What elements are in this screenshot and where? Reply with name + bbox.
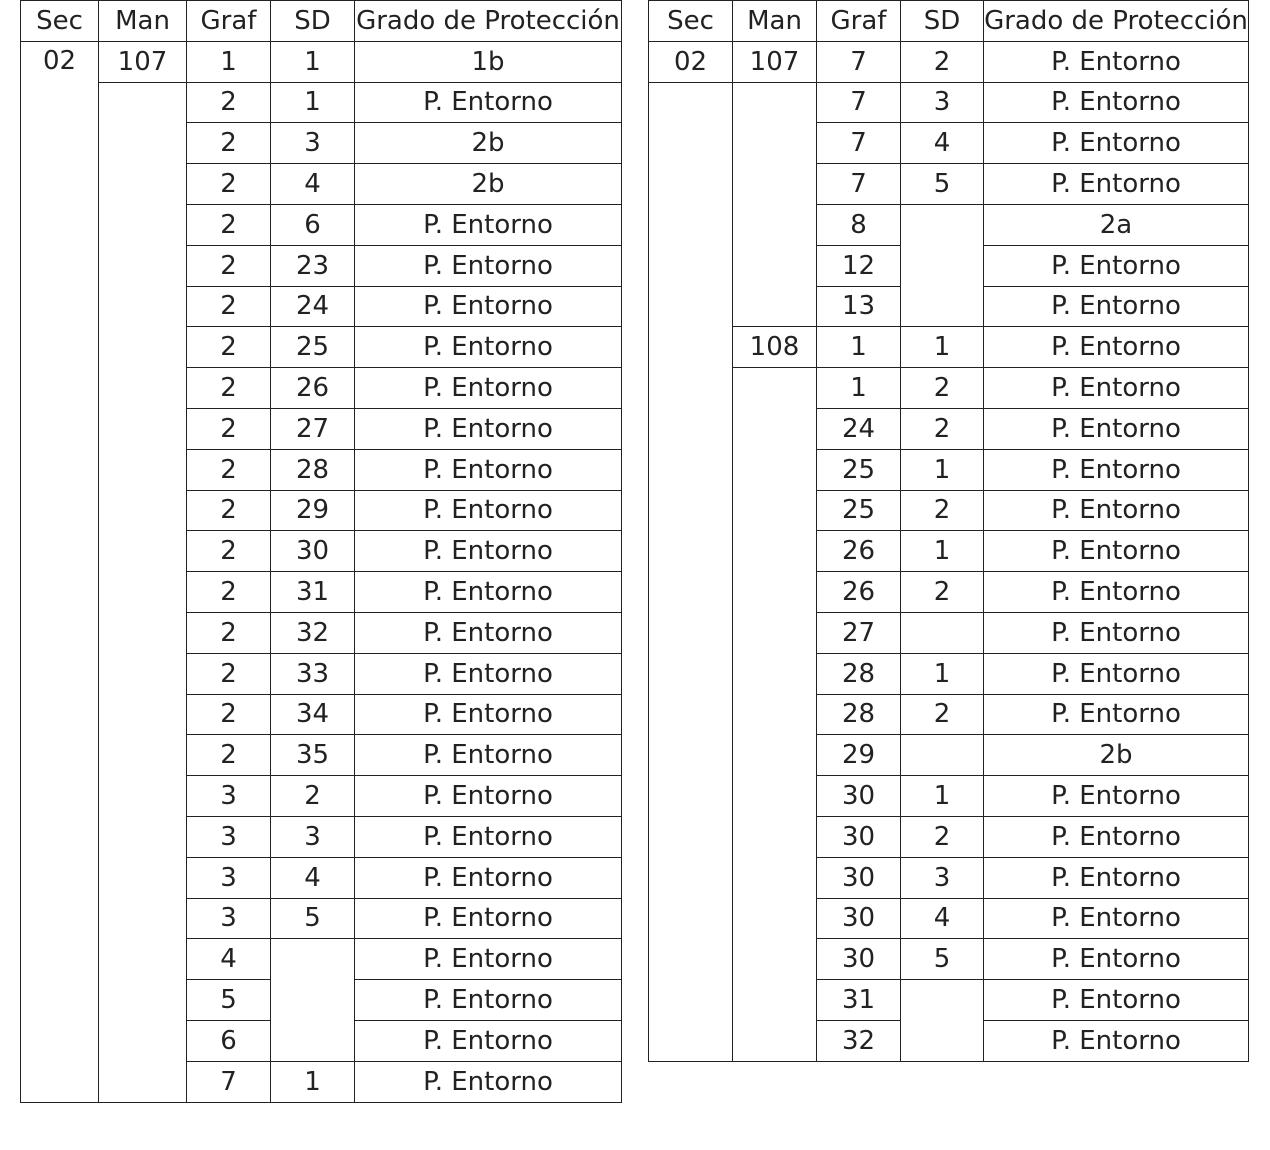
man-cell: 107 <box>99 41 187 82</box>
graf-cell: 1 <box>817 368 901 409</box>
sd-cell: 3 <box>901 857 984 898</box>
table-row <box>649 368 1249 409</box>
sd-cell: 24 <box>271 286 355 327</box>
header-sd: SD <box>271 1 355 42</box>
header-row <box>649 1 1249 42</box>
grado-cell: P. Entorno <box>355 980 622 1021</box>
header-graf: Graf <box>187 1 271 42</box>
graf-cell: 12 <box>817 245 901 286</box>
grado-cell: P. Entorno <box>355 776 622 817</box>
header-man: Man <box>733 1 817 42</box>
graf-cell: 7 <box>817 82 901 123</box>
sd-cell: 2 <box>901 41 984 82</box>
sd-cell: 2 <box>901 816 984 857</box>
sd-cell: 1 <box>271 41 355 82</box>
sd-cell: 1 <box>901 776 984 817</box>
sd-cell: 1 <box>271 82 355 123</box>
graf-cell: 2 <box>187 245 271 286</box>
graf-cell: 2 <box>187 735 271 776</box>
sd-cell <box>901 612 984 653</box>
grado-cell: P. Entorno <box>984 449 1249 490</box>
grado-cell: P. Entorno <box>984 245 1249 286</box>
grado-cell: P. Entorno <box>355 531 622 572</box>
graf-cell: 2 <box>187 531 271 572</box>
graf-cell: 27 <box>817 612 901 653</box>
grado-cell: 2a <box>984 204 1249 245</box>
sd-cell: 5 <box>271 898 355 939</box>
grado-cell: P. Entorno <box>984 776 1249 817</box>
sd-cell: 2 <box>901 408 984 449</box>
header-man: Man <box>99 1 187 42</box>
sd-cell: 4 <box>901 898 984 939</box>
grado-cell: P. Entorno <box>984 857 1249 898</box>
graf-cell: 7 <box>817 123 901 164</box>
header-sec: Sec <box>649 1 733 42</box>
sd-cell: 29 <box>271 490 355 531</box>
grado-cell: P. Entorno <box>355 204 622 245</box>
grado-cell: P. Entorno <box>355 490 622 531</box>
graf-cell: 26 <box>817 531 901 572</box>
graf-cell: 3 <box>187 857 271 898</box>
graf-cell: 2 <box>187 449 271 490</box>
grado-cell: P. Entorno <box>984 653 1249 694</box>
sd-cell: 3 <box>271 123 355 164</box>
header-sd: SD <box>901 1 984 42</box>
sd-cell: 5 <box>901 164 984 205</box>
graf-cell: 2 <box>187 123 271 164</box>
sd-cell: 1 <box>901 449 984 490</box>
man-cell: 108 <box>733 327 817 368</box>
left-protection-table <box>20 0 622 1103</box>
graf-cell: 2 <box>187 164 271 205</box>
table-row <box>649 82 1249 123</box>
man-cell: 107 <box>733 41 817 82</box>
grado-cell: P. Entorno <box>355 327 622 368</box>
graf-cell: 30 <box>817 898 901 939</box>
sd-cell: 1 <box>901 531 984 572</box>
graf-cell: 26 <box>817 572 901 613</box>
grado-cell: P. Entorno <box>984 327 1249 368</box>
graf-cell: 1 <box>187 41 271 82</box>
grado-cell: P. Entorno <box>355 612 622 653</box>
sd-cell: 6 <box>271 204 355 245</box>
sec-cell-blank <box>649 82 733 1061</box>
graf-cell: 30 <box>817 816 901 857</box>
grado-cell: P. Entorno <box>984 82 1249 123</box>
sd-cell: 4 <box>901 123 984 164</box>
sd-cell: 2 <box>901 490 984 531</box>
grado-cell: P. Entorno <box>984 572 1249 613</box>
graf-cell: 7 <box>817 41 901 82</box>
sd-cell <box>901 735 984 776</box>
grado-cell: P. Entorno <box>355 408 622 449</box>
header-graf: Graf <box>817 1 901 42</box>
sd-cell: 34 <box>271 694 355 735</box>
sd-cell: 33 <box>271 653 355 694</box>
header-grado: Grado de Protección <box>355 1 622 42</box>
graf-cell: 2 <box>187 82 271 123</box>
graf-cell: 7 <box>817 164 901 205</box>
grado-cell: 2b <box>355 123 622 164</box>
graf-cell: 31 <box>817 980 901 1021</box>
man-cell-blank <box>733 82 817 327</box>
sd-cell <box>901 980 984 1062</box>
graf-cell: 6 <box>187 1020 271 1061</box>
sd-cell: 2 <box>901 694 984 735</box>
sd-cell: 2 <box>901 368 984 409</box>
header-grado: Grado de Protección <box>984 1 1249 42</box>
graf-cell: 3 <box>187 776 271 817</box>
graf-cell: 30 <box>817 776 901 817</box>
graf-cell: 24 <box>817 408 901 449</box>
graf-cell: 2 <box>187 490 271 531</box>
grado-cell: P. Entorno <box>355 368 622 409</box>
graf-cell: 2 <box>187 612 271 653</box>
sd-cell: 35 <box>271 735 355 776</box>
grado-cell: P. Entorno <box>355 939 622 980</box>
grado-cell: P. Entorno <box>984 1020 1249 1061</box>
sec-cell <box>21 41 99 1102</box>
graf-cell: 29 <box>817 735 901 776</box>
grado-cell: P. Entorno <box>984 898 1249 939</box>
graf-cell: 2 <box>187 286 271 327</box>
header-sec: Sec <box>21 1 99 42</box>
graf-cell: 7 <box>187 1061 271 1102</box>
grado-cell: P. Entorno <box>355 82 622 123</box>
sd-cell: 3 <box>901 82 984 123</box>
graf-cell: 13 <box>817 286 901 327</box>
grado-cell: P. Entorno <box>355 816 622 857</box>
graf-cell: 28 <box>817 653 901 694</box>
grado-cell: P. Entorno <box>984 164 1249 205</box>
graf-cell: 1 <box>817 327 901 368</box>
sec-cell: 02 <box>649 41 733 82</box>
grado-cell: P. Entorno <box>355 1020 622 1061</box>
grado-cell: P. Entorno <box>355 572 622 613</box>
sd-cell: 3 <box>271 816 355 857</box>
sd-cell: 23 <box>271 245 355 286</box>
sd-cell: 30 <box>271 531 355 572</box>
grado-cell: P. Entorno <box>984 286 1249 327</box>
graf-cell: 2 <box>187 408 271 449</box>
sec-cell-value: 02 <box>42 45 77 76</box>
grado-cell: P. Entorno <box>984 612 1249 653</box>
graf-cell: 25 <box>817 449 901 490</box>
grado-cell: 2b <box>355 164 622 205</box>
graf-cell: 30 <box>817 939 901 980</box>
grado-cell: 1b <box>355 41 622 82</box>
grado-cell: P. Entorno <box>984 816 1249 857</box>
grado-cell: P. Entorno <box>355 857 622 898</box>
graf-cell: 2 <box>187 368 271 409</box>
grado-cell: P. Entorno <box>355 1061 622 1102</box>
graf-cell: 2 <box>187 204 271 245</box>
graf-cell: 2 <box>187 694 271 735</box>
graf-cell: 2 <box>187 572 271 613</box>
grado-cell: P. Entorno <box>355 245 622 286</box>
sd-cell <box>901 204 984 326</box>
grado-cell: P. Entorno <box>984 368 1249 409</box>
sd-cell: 1 <box>271 1061 355 1102</box>
sd-cell: 2 <box>271 776 355 817</box>
graf-cell: 30 <box>817 857 901 898</box>
sd-cell: 1 <box>901 653 984 694</box>
man-cell-blank <box>733 368 817 1062</box>
grado-cell: P. Entorno <box>355 653 622 694</box>
table-row <box>649 41 1249 82</box>
sd-cell: 26 <box>271 368 355 409</box>
grado-cell: P. Entorno <box>355 694 622 735</box>
graf-cell: 5 <box>187 980 271 1021</box>
graf-cell: 8 <box>817 204 901 245</box>
graf-cell: 3 <box>187 898 271 939</box>
grado-cell: P. Entorno <box>984 490 1249 531</box>
right-protection-table <box>648 0 1249 1062</box>
graf-cell: 3 <box>187 816 271 857</box>
grado-cell: P. Entorno <box>355 449 622 490</box>
table-row <box>21 82 622 123</box>
graf-cell: 2 <box>187 653 271 694</box>
sd-cell: 27 <box>271 408 355 449</box>
sd-cell: 5 <box>901 939 984 980</box>
grado-cell: P. Entorno <box>984 694 1249 735</box>
sd-cell: 4 <box>271 164 355 205</box>
header-row <box>21 1 622 42</box>
table-row <box>21 41 622 82</box>
sd-cell: 32 <box>271 612 355 653</box>
graf-cell: 32 <box>817 1020 901 1061</box>
grado-cell: 2b <box>984 735 1249 776</box>
sd-cell <box>271 939 355 1061</box>
sd-cell: 25 <box>271 327 355 368</box>
grado-cell: P. Entorno <box>355 286 622 327</box>
sd-cell: 4 <box>271 857 355 898</box>
grado-cell: P. Entorno <box>355 735 622 776</box>
grado-cell: P. Entorno <box>355 898 622 939</box>
table-row <box>649 327 1249 368</box>
graf-cell: 2 <box>187 327 271 368</box>
grado-cell: P. Entorno <box>984 980 1249 1021</box>
sd-cell: 28 <box>271 449 355 490</box>
sd-cell: 1 <box>901 327 984 368</box>
graf-cell: 4 <box>187 939 271 980</box>
man-cell-blank <box>99 82 187 1102</box>
grado-cell: P. Entorno <box>984 41 1249 82</box>
graf-cell: 28 <box>817 694 901 735</box>
sd-cell: 2 <box>901 572 984 613</box>
grado-cell: P. Entorno <box>984 123 1249 164</box>
graf-cell: 25 <box>817 490 901 531</box>
grado-cell: P. Entorno <box>984 408 1249 449</box>
grado-cell: P. Entorno <box>984 939 1249 980</box>
grado-cell: P. Entorno <box>984 531 1249 572</box>
sd-cell: 31 <box>271 572 355 613</box>
